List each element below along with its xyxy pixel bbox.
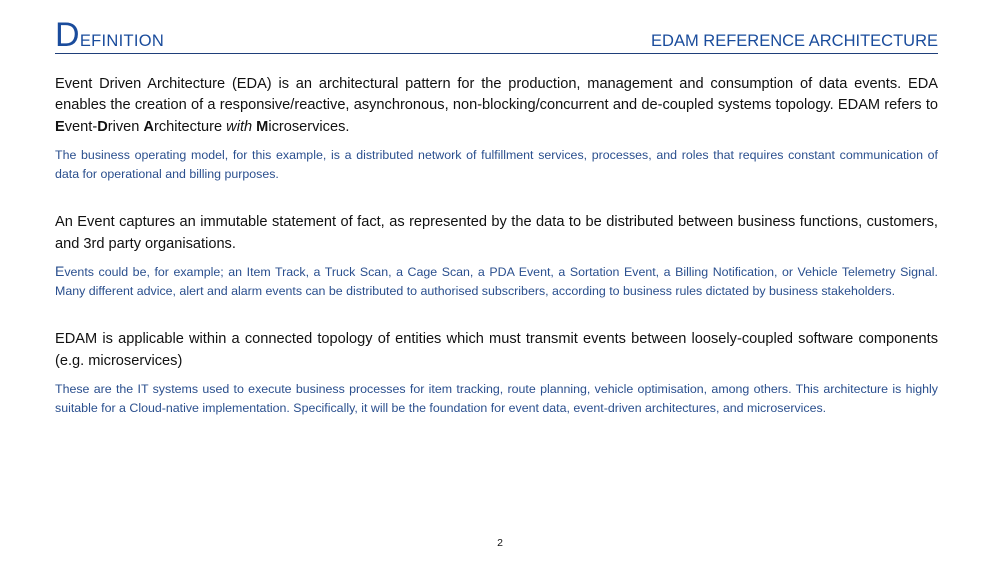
acronym-a-rest: rchitecture <box>153 118 227 135</box>
section-eda <box>55 74 938 183</box>
eda-definition-text: Event Driven Architecture (EDA) is an architectural pattern for the production, management and consumption of data events. EDA enables the creation of a responsive/reactive, asynchronous, non-blocking/concurrent and de-coupled systems topology. EDAM refers to <box>55 76 938 114</box>
title-rest: EFINITION <box>79 32 165 50</box>
event-examples-note <box>55 262 938 300</box>
acronym-a: A <box>143 118 154 135</box>
acronym-e-rest: vent- <box>64 118 98 135</box>
acronym-m-rest: icroservices. <box>268 118 350 135</box>
document-name: EDAM REFERENCE ARCHITECTURE <box>651 32 938 50</box>
slide-content <box>55 74 938 446</box>
event-definition-paragraph: An Event captures an immutable statement of fact, as represented by the data to be distributed between business functions, customers, and 3rd party organisations. <box>55 214 938 252</box>
event-examples-initial: E <box>55 263 65 280</box>
acronym-m: M <box>256 118 269 135</box>
title-initial: D <box>55 16 80 54</box>
acronym-d-rest: riven <box>107 118 144 135</box>
topology-paragraph: EDAM is applicable within a connected topology of entities which must transmit events between loosely-coupled software components (e.g. microservices) <box>55 331 938 369</box>
it-systems-note: These are the IT systems used to execute business processes for item tracking, route planning, vehicle optimisation, among others. This architecture is highly suitable for a Cloud-native implementation. Specifically, it will be the foundation for event data, event-driven architectures, and microservices. <box>55 382 938 415</box>
slide-header <box>55 16 938 54</box>
acronym-e: E <box>55 118 65 135</box>
acronym-d: D <box>97 118 108 135</box>
business-model-note: The business operating model, for this example, is a distributed network of fulfillment services, processes, and roles that requires constant communication of data for operational and billing purposes. <box>55 148 938 181</box>
section-topology <box>55 329 938 417</box>
acronym-with: with <box>226 118 253 135</box>
slide-title <box>55 18 164 52</box>
page-number: 2 <box>497 537 503 549</box>
event-examples-text: vents could be, for example; an Item Track, a Truck Scan, a Cage Scan, a PDA Event, a Sortation Event, a Billing Notification, or Vehicle Telemetry Signal. Many different advice, alert and alarm events can be distributed to authorised subscribers, according to business rules dictated by business stakeholders. <box>55 265 938 298</box>
section-event <box>55 212 938 300</box>
eda-definition-paragraph <box>55 74 938 138</box>
